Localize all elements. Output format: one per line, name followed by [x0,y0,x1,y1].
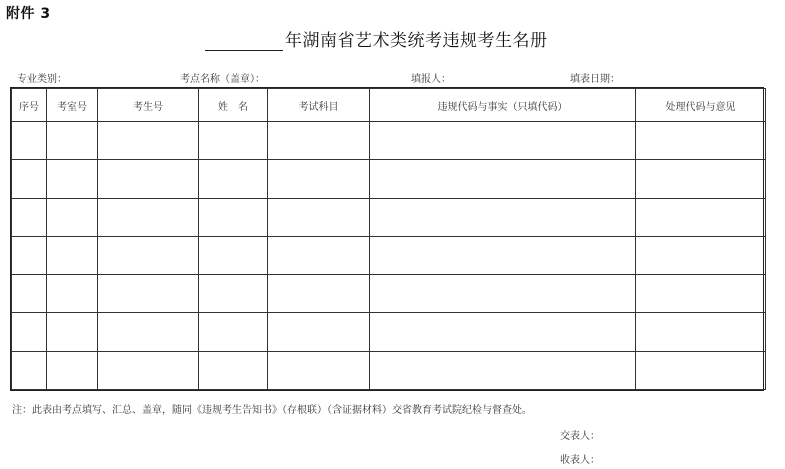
submitter-label: 交表人： [560,431,600,442]
header-handling: 处理代码与意见 [636,89,766,122]
form-meta-row [0,70,785,84]
exam-site-label: 考点名称（盖章）： [180,74,265,85]
table-row [12,313,766,351]
filler-label: 填报人： [411,74,451,85]
table-cell [47,160,98,198]
table-cell [370,160,636,198]
header-violation: 违规代码与事实（只填代码） [370,89,636,122]
table-body [12,122,766,390]
table-cell [370,351,636,389]
table-row [12,275,766,313]
table-cell [268,313,370,351]
violation-roster-table [10,87,764,391]
document-title [205,26,548,51]
table-header-row [12,89,766,122]
header-room: 考室号 [47,89,98,122]
table-cell [199,275,268,313]
attachment-label: 附件 3 [6,6,51,22]
table-cell [268,198,370,236]
table-row [12,122,766,160]
table-cell [268,351,370,389]
header-candidate-no: 考生号 [98,89,199,122]
header-subject: 考试科目 [268,89,370,122]
table-cell [268,236,370,274]
table-cell [199,313,268,351]
header-name: 姓 名 [199,89,268,122]
table-cell [636,122,766,160]
table-cell [199,122,268,160]
table-cell [199,351,268,389]
table-cell [12,236,47,274]
table-cell [12,122,47,160]
table-cell [98,160,199,198]
table-cell [12,351,47,389]
table-cell [199,160,268,198]
table-cell [636,351,766,389]
table-cell [199,198,268,236]
table-cell [98,351,199,389]
table-cell [370,198,636,236]
header-serial: 序号 [12,89,47,122]
major-category-label: 专业类别： [17,74,67,85]
table-cell [47,198,98,236]
table-row [12,236,766,274]
table-cell [47,236,98,274]
table-cell [370,313,636,351]
table-row [12,198,766,236]
table-cell [47,351,98,389]
table-cell [268,122,370,160]
table-cell [370,236,636,274]
table-cell [12,275,47,313]
footnote: 注：此表由考点填写、汇总、盖章，随同《违规考生告知书》（存根联）（含证据材料）交省教育考试院纪检与督查处。 [12,405,532,416]
table-cell [98,275,199,313]
table-cell [370,275,636,313]
table-cell [12,160,47,198]
table-cell [12,313,47,351]
table-cell [47,122,98,160]
year-blank-line [205,32,283,51]
fill-date-label: 填表日期： [570,74,620,85]
table-cell [636,236,766,274]
table-row [12,351,766,389]
table-cell [98,122,199,160]
table-cell [268,160,370,198]
table-cell [636,160,766,198]
table-cell [12,198,47,236]
receiver-label: 收表人： [560,455,600,466]
table-cell [268,275,370,313]
table-cell [636,275,766,313]
table-cell [636,313,766,351]
table-row [12,160,766,198]
table-cell [47,275,98,313]
table-cell [98,313,199,351]
table-cell [98,236,199,274]
table-cell [47,313,98,351]
table-cell [370,122,636,160]
table-cell [199,236,268,274]
table-cell [636,198,766,236]
table-cell [98,198,199,236]
title-text: 年湖南省艺术类统考违规考生名册 [285,31,548,51]
